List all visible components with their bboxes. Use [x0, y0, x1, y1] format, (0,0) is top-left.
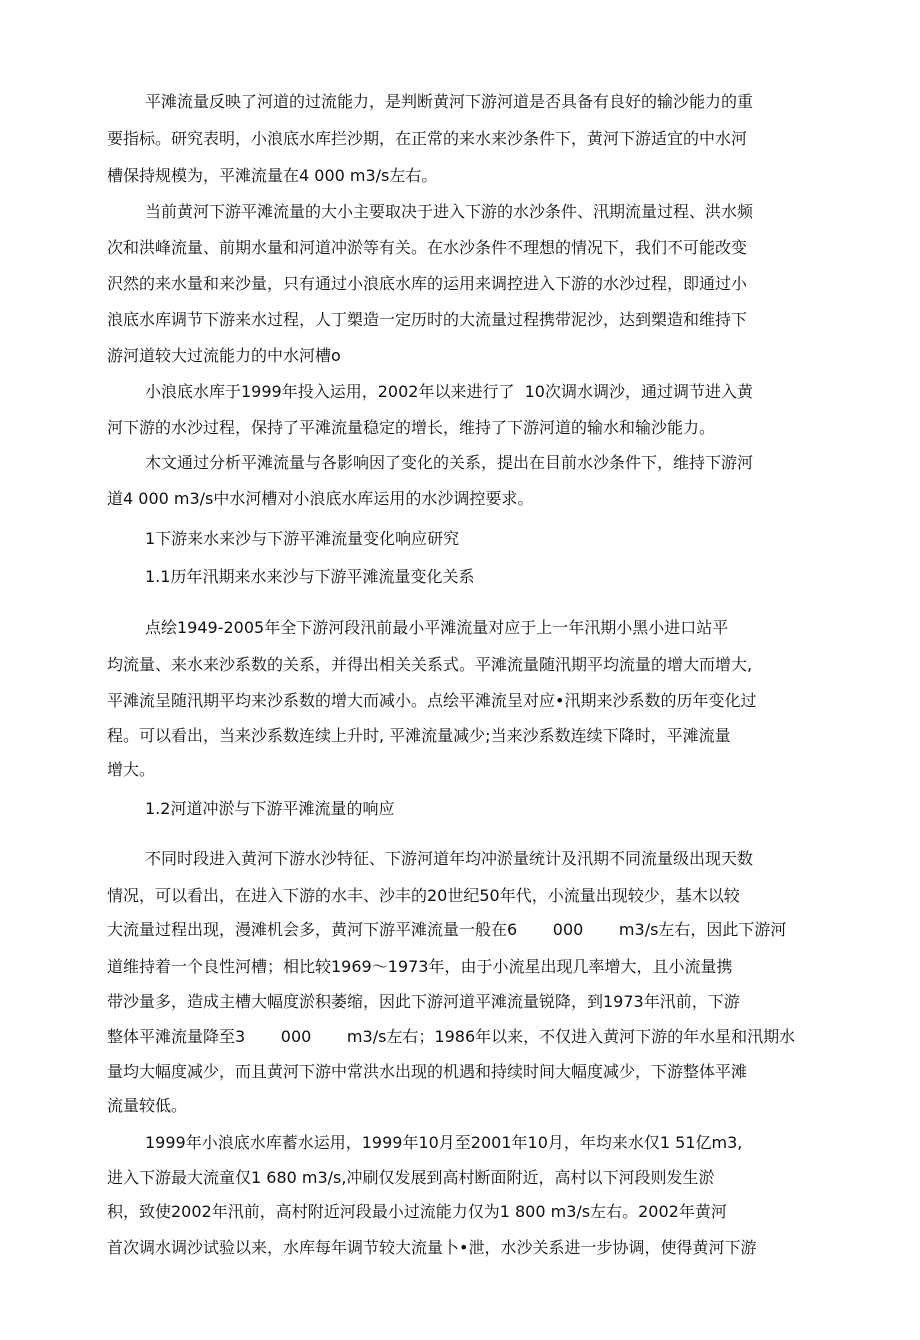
- text-line: 增大。: [107, 760, 156, 779]
- text-line: 沢然的来水量和来沙量，只有通过小浪底水库的运用来调控进入下游的水沙过程，即通过小: [107, 274, 748, 293]
- text-line: 次和洪峰流量、前期水量和河道冲淤等有关。在水沙条件不理想的情况下，我们不可能改变: [107, 238, 748, 257]
- text-line: 要指标。研究表明，小浪底水库拦沙期，在正常的来水来沙条件下，黄河下游适宜的中水河: [107, 129, 748, 148]
- text-line: 平滩流呈随汛期平均来沙系数的增大而减小。点绘平滩流呈对应•汛期来沙系数的历年变化过: [107, 691, 757, 710]
- text-line: 带沙量多，造成主槽大幅度淤积萎缩，因此下游河道平滩流量锐降，到1973年汛前，下游: [107, 992, 740, 1011]
- text-line: 积，致使2002年汛前，高村附近河段最小过流能力仅为1 800 m3/s左右。2002年黄河: [107, 1202, 727, 1221]
- text-line: 不同时段进入黄河下游水沙特征、下游河道年均冲淤量统计及汛期不同流量级出现天数: [145, 849, 754, 868]
- text-line: 情况，可以看出，在进入下游的水丰、沙丰的20世纪50年代，小流量出现较少，基木以较: [107, 886, 740, 905]
- text-line: 1999年小浪底水库蓄水运用，1999年10月至2001年10月，年均来水仅1 51亿m3,: [145, 1133, 743, 1152]
- section-heading: 1.2河道冲淤与下游平滩流量的响应: [145, 799, 395, 818]
- text-line: 进入下游最大流童仅1 680 m3/s,冲刷仅发展到高村断面附近，高村以下河段则发生淤: [107, 1168, 715, 1187]
- text-line: 道维持着一个良性河槽；相比较1969～1973年，由于小流星出现几率增大，且小流量携: [107, 957, 733, 976]
- text-line: 整体平滩流量降至3 000 m3/s左右；1986年以来，不仅进入黄河下游的年水星和汛期水: [107, 1027, 796, 1046]
- text-line: 首次调水调沙试验以来，水库每年调节较大流量卜•泄，水沙关系进一步协调，使得黄河下游: [107, 1238, 757, 1257]
- text-line: 量均大幅度减少，而且黄河下游中常洪水出现的机遇和持续时间大幅度减少，下游整体平滩: [107, 1062, 748, 1081]
- section-heading: 1下游来水来沙与下游平滩流量变化响应研究: [145, 529, 460, 548]
- text-line: 平滩流量反映了河道的过流能力，是判断黄河下游河道是否具备有良好的输沙能力的重: [145, 92, 754, 111]
- text-line: 点绘1949-2005年全下游河段汛前最小平滩流量对应于上一年汛期小黑小进口站平: [145, 618, 729, 637]
- text-line: 道4 000 m3/s中水河槽对小浪底水库运用的水沙调控要求。: [107, 489, 534, 508]
- section-heading: 1.1历年汛期来水来沙与下游平滩流量变化关系: [145, 567, 475, 586]
- text-line: 均流量、来水来沙系数的关系，并得出相关关系式。平滩流量随汛期平均流量的增大而增大,: [107, 655, 753, 674]
- text-line: 槽保持规模为，平滩流量在4 000 m3/s左右。: [107, 166, 438, 185]
- text-line: 游河道较大过流能力的中水河槽o: [107, 346, 341, 365]
- text-line: 大流量过程出现，漫滩机会多，黄河下游平滩流量一般在6 000 m3/s左右，因此下游河: [107, 920, 787, 939]
- text-line: 河下游的水沙过程，保持了平滩流量稳定的增长，维持了下游河道的输水和输沙能力。: [107, 418, 716, 437]
- text-line: 浪底水库调节下游来水过程，人丁槊造一定历时的大流量过程携带泥沙，达到槊造和维持下: [107, 310, 748, 329]
- text-line: 流量较低。: [107, 1096, 188, 1115]
- text-line: 木文通过分析平滩流量与各影响因了变化的关系，提出在目前水沙条件下，维持下游河: [145, 453, 754, 472]
- text-line: 程。可以看出，当来沙系数连续上升时, 平滩流量减少;当来沙系数连续下降时，平滩流量: [107, 726, 731, 745]
- text-line: 当前黄河下游平滩流量的大小主要取决于进入下游的水沙条件、汛期流量过程、洪水频: [145, 202, 754, 221]
- text-line: 小浪底水库于1999年投入运用，2002年以来进行了 10次调水调沙，通过调节进入黄: [145, 382, 753, 401]
